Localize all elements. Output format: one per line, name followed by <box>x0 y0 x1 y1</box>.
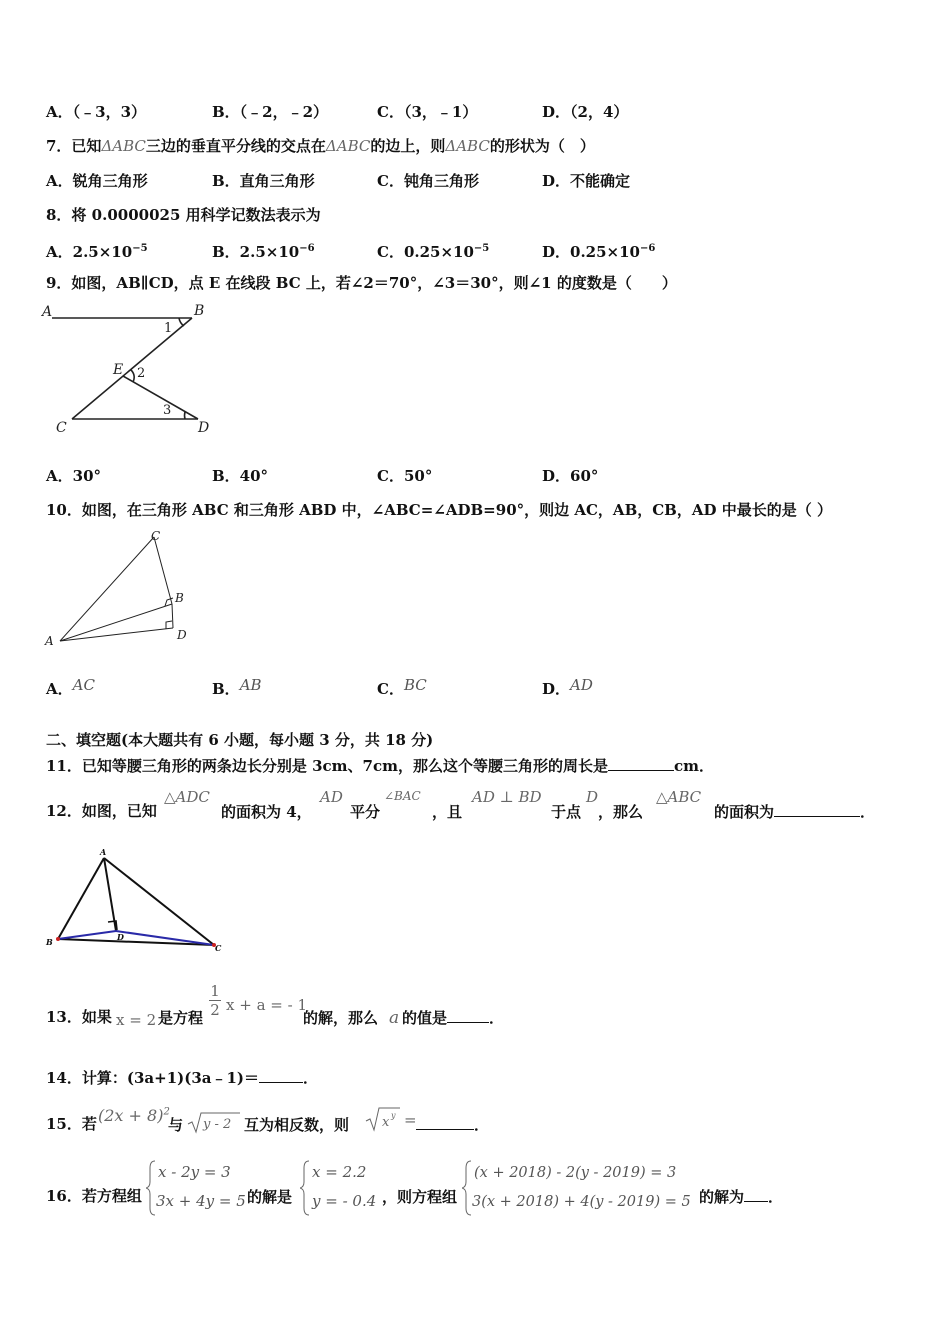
q8-option-a: A．$2.5\times 10^{-5}$ <box>46 243 148 261</box>
q12-math-perp: AD ⊥ BD <box>472 788 542 806</box>
q12-math-adc: △ADC <box>164 788 210 806</box>
q13-text-3: 的值是 ． <box>402 1009 505 1027</box>
q12-figure <box>40 845 230 955</box>
q12-text-3: ，且 <box>432 803 463 821</box>
q16-system-2 <box>300 1158 382 1218</box>
q15-text-1: 与 <box>168 1116 184 1134</box>
q12-math-bac: ∠BAC <box>384 789 421 803</box>
q10-label-d: D <box>177 628 187 642</box>
q9-figure <box>40 300 230 440</box>
q16-text-3: 的解为 ． <box>699 1188 784 1206</box>
q16-sys3-eq2: 3(x + 2018) + 4(y - 2019) = 5 <box>472 1194 691 1210</box>
q8-option-b: B．$2.5\times 10^{-6}$ <box>212 243 315 261</box>
q10-option-c: C．BC <box>377 676 427 698</box>
q16-text-2: ，则方程组 <box>382 1188 458 1206</box>
q9-option-d: D．60° <box>542 467 599 485</box>
q13-text-2: 的解，那么 <box>303 1009 379 1027</box>
q15-sqrt-power <box>364 1104 402 1134</box>
q9-label-d: D <box>198 420 210 436</box>
q9-label-b: B <box>194 303 205 319</box>
q9-label-a: A <box>42 304 53 320</box>
q12-label-c: C <box>215 943 222 953</box>
q10-option-b: B．AB <box>212 676 262 698</box>
q7-option-d: D．不能确定 <box>542 172 631 190</box>
q9-angle-2: 2 <box>137 366 146 381</box>
q7-option-c: C．钝角三角形 <box>377 172 479 190</box>
q15-math-square: $(2x + 8)^2$ <box>98 1106 170 1125</box>
q13-math-eq: x + a = - 1 <box>226 996 307 1014</box>
q12-answer-blank[interactable] <box>774 802 860 817</box>
q15-exp-y: y <box>391 1111 396 1120</box>
q15-math-eq: = <box>404 1111 417 1129</box>
q16-answer-blank[interactable] <box>744 1187 768 1202</box>
q10-label-a: A <box>45 634 54 648</box>
q13-stem: 13．如果 <box>46 1008 112 1026</box>
q12-text-4: 于点 <box>551 803 582 821</box>
q12-math-abc: △ABC <box>656 788 702 806</box>
q12-label-b: B <box>46 937 53 947</box>
q11-stem: 11．已知等腰三角形的两条边长分别是 3cm、7cm，那么这个等腰三角形的周长是 cm． <box>46 757 714 775</box>
q16-sys1-eq2: 3x + 4y = 5 <box>156 1192 246 1210</box>
q15-answer-blank[interactable] <box>416 1115 474 1130</box>
q6-option-d: D．（2，4） <box>542 103 629 121</box>
q10-option-d: D．AD <box>542 676 593 698</box>
q8-stem: 8．将 0.0000025 用科学记数法表示为 <box>46 206 321 224</box>
q12-stem: 12．如图，已知 <box>46 802 157 820</box>
q16-sys2-eq1: x = 2.2 <box>312 1163 367 1181</box>
q6-option-a: A．（﹣3，3） <box>46 103 147 121</box>
q9-label-e: E <box>113 362 124 378</box>
q10-option-a: A．AC <box>46 676 95 698</box>
q9-label-c: C <box>56 420 67 436</box>
q16-sys1-eq1: x - 2y = 3 <box>158 1163 231 1181</box>
q9-option-c: C．50° <box>377 467 433 485</box>
q7-option-a: A．锐角三角形 <box>46 172 148 190</box>
q12-label-a: A <box>100 847 107 857</box>
q13-math-x2: x = 2 <box>116 1011 157 1029</box>
q15-text-2: 互为相反数，则 <box>244 1116 350 1134</box>
q15-base-x: x <box>382 1115 390 1130</box>
q8-option-c: C．$0.25\times 10^{-5}$ <box>377 243 490 261</box>
q9-angle-3: 3 <box>163 403 172 418</box>
q13-text-1: 是方程 <box>158 1009 204 1027</box>
q9-option-a: A．30° <box>46 467 102 485</box>
q12-text-5: ，那么 <box>598 803 644 821</box>
q9-option-b: B．40° <box>212 467 269 485</box>
q12-text-6: 的面积为 ． <box>714 803 876 821</box>
q15-stem: 15．若 <box>46 1115 97 1133</box>
q12-text-1: 的面积为 4， <box>221 803 312 821</box>
q15-sqrt-radicand: y - 2 <box>203 1117 232 1132</box>
q14-answer-blank[interactable] <box>259 1068 303 1083</box>
q12-text-2: 平分 <box>350 803 381 821</box>
q6-option-c: C．（3，﹣1） <box>377 103 478 121</box>
q12-math-ad: AD <box>320 788 343 806</box>
q8-option-d: D．$0.25\times 10^{-6}$ <box>542 243 656 261</box>
q16-system-3 <box>462 1158 698 1218</box>
q12-math-d: D <box>586 788 599 806</box>
q7-option-b: B．直角三角形 <box>212 172 315 190</box>
q16-sys3-eq1: (x + 2018) - 2(y - 2019) = 3 <box>474 1165 677 1181</box>
q15-answer: ． <box>416 1114 489 1135</box>
q9-angle-1: 1 <box>164 321 173 336</box>
q12-label-d: D <box>117 932 124 942</box>
q16-sys2-eq2: y = - 0.4 <box>312 1192 377 1210</box>
section-2-heading: 二、填空题(本大题共有 6 小题，每小题 3 分，共 18 分) <box>46 731 434 749</box>
q10-stem: 10．如图，在三角形 ABC 和三角形 ABD 中，∠ABC=∠ADB=90°，则边 AC，AB，CB，AD 中最长的是（ ） <box>46 501 832 519</box>
q13-math-a: a <box>389 1008 400 1028</box>
q9-stem: 9．如图，AB∥CD，点 E 在线段 BC 上，若∠2＝70°，∠3＝30°，则∠1 的度数是（ ） <box>46 274 677 292</box>
q16-system-1 <box>146 1158 246 1218</box>
q14-stem: 14．计算：(3a+1)(3a﹣1)＝ ． <box>46 1069 319 1087</box>
q13-answer-blank[interactable] <box>447 1008 489 1023</box>
q11-answer-blank[interactable] <box>608 756 674 771</box>
q6-option-b: B．（﹣2，﹣2） <box>212 103 329 121</box>
q10-label-b: B <box>175 591 184 605</box>
q10-label-c: C <box>151 529 161 543</box>
q16-text-1: 的解是 <box>247 1188 293 1206</box>
q7-stem: 7．已知ΔABC三边的垂直平分线的交点在ΔABC的边上，则ΔABC的形状为（ ） <box>46 137 595 155</box>
q16-stem: 16．若方程组 <box>46 1187 142 1205</box>
q10-figure <box>40 526 200 650</box>
q13-fraction: 1 2 <box>210 982 220 1019</box>
q15-sqrt <box>186 1110 242 1134</box>
